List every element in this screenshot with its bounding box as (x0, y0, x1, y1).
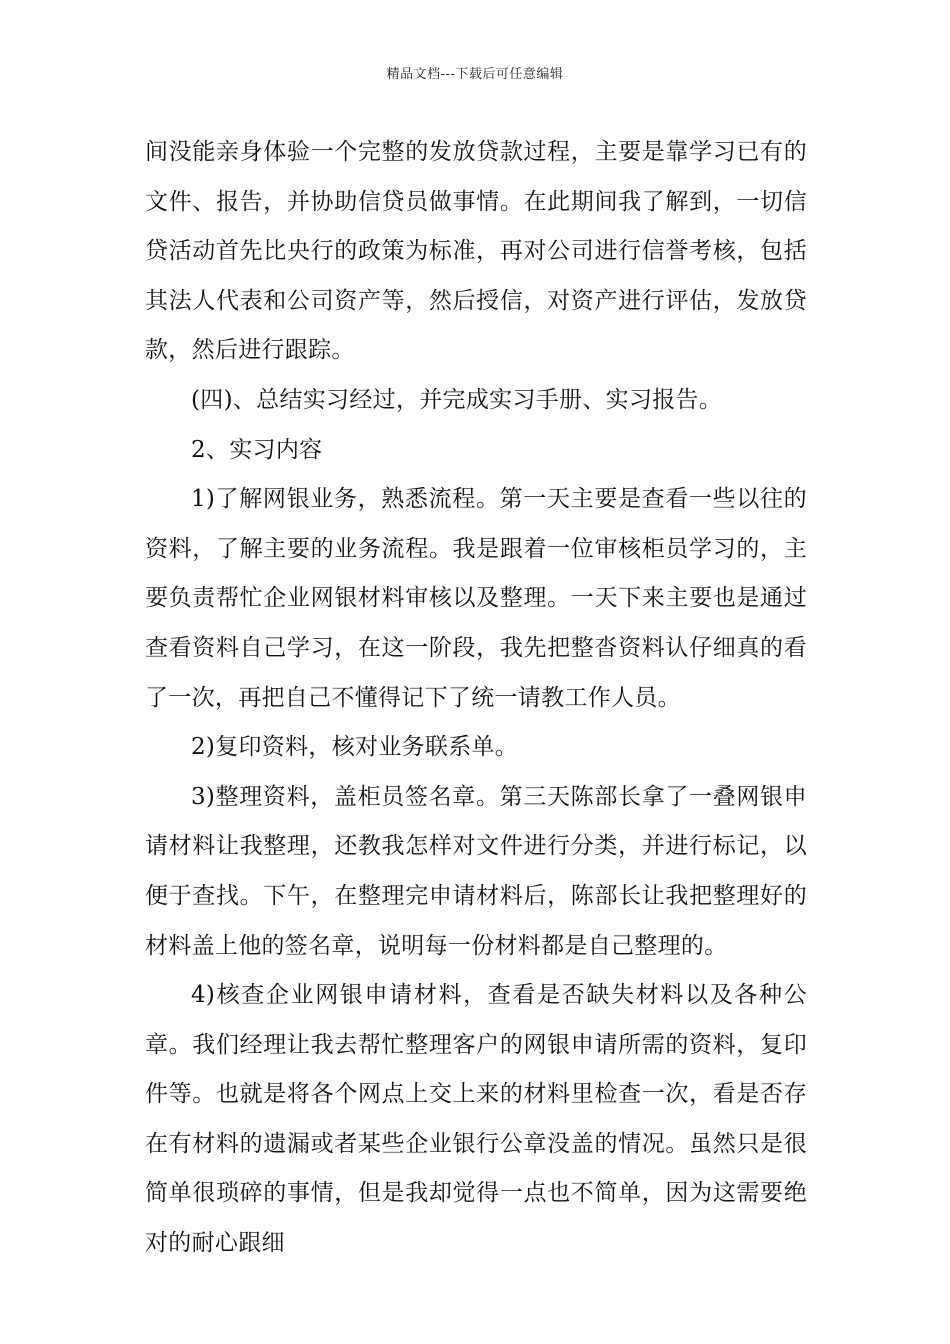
page-header: 精品文档---下载后可任意编辑 (386, 67, 564, 82)
document-body (145, 128, 807, 1269)
paragraph-continuation: 间没能亲身体验一个完整的发放贷款过程，主要是靠学习已有的文件、报告，并协助信贷员做事情。在此期间我了解到，一切信贷活动首先比央行的政策为标准，再对公司进行信誉考核，包括其法人代表和公司资产等，然后授信，对资产进行评估，发放贷款，然后进行跟踪。 (145, 139, 807, 364)
paragraph-item-4: 4)核查企业网银申请材料，查看是否缺失材料以及各种公章。我们经理让我去帮忙整理客户的网银申请所需的资料，复印件等。也就是将各个网点上交上来的材料里检查一次，看是否存在有材料的遗漏或者某些企业银行公章没盖的情况。虽然只是很简单很琐碎的事情，但是我却觉得一点也不简单，因为这需要绝对的耐心跟细 (145, 982, 807, 1257)
paragraph-item-3: 3)整理资料，盖柜员签名章。第三天陈部长拿了一叠网银申请材料让我整理，还教我怎样对文件进行分类，并进行标记，以便于查找。下午，在整理完申请材料后，陈部长让我把整理好的材料盖上他的签名章，说明每一份材料都是自己整理的。 (145, 783, 807, 959)
paragraph-item-1: 1)了解网银业务，熟悉流程。第一天主要是查看一些以往的资料，了解主要的业务流程。我是跟着一位审核柜员学习的，主要负责帮忙企业网银材料审核以及整理。一天下来主要也是通过查看资料自己学习，在这一阶段，我先把整沓资料认仔细真的看了一次，再把自己不懂得记下了统一请教工作人员。 (145, 486, 807, 711)
paragraph-heading-internship-content: 2、实习内容 (191, 436, 323, 463)
paragraph-item-2: 2)复印资料，核对业务联系单。 (191, 734, 519, 761)
paragraph-section-four: (四)、总结实习经过，并完成实习手册、实习报告。 (191, 386, 723, 413)
